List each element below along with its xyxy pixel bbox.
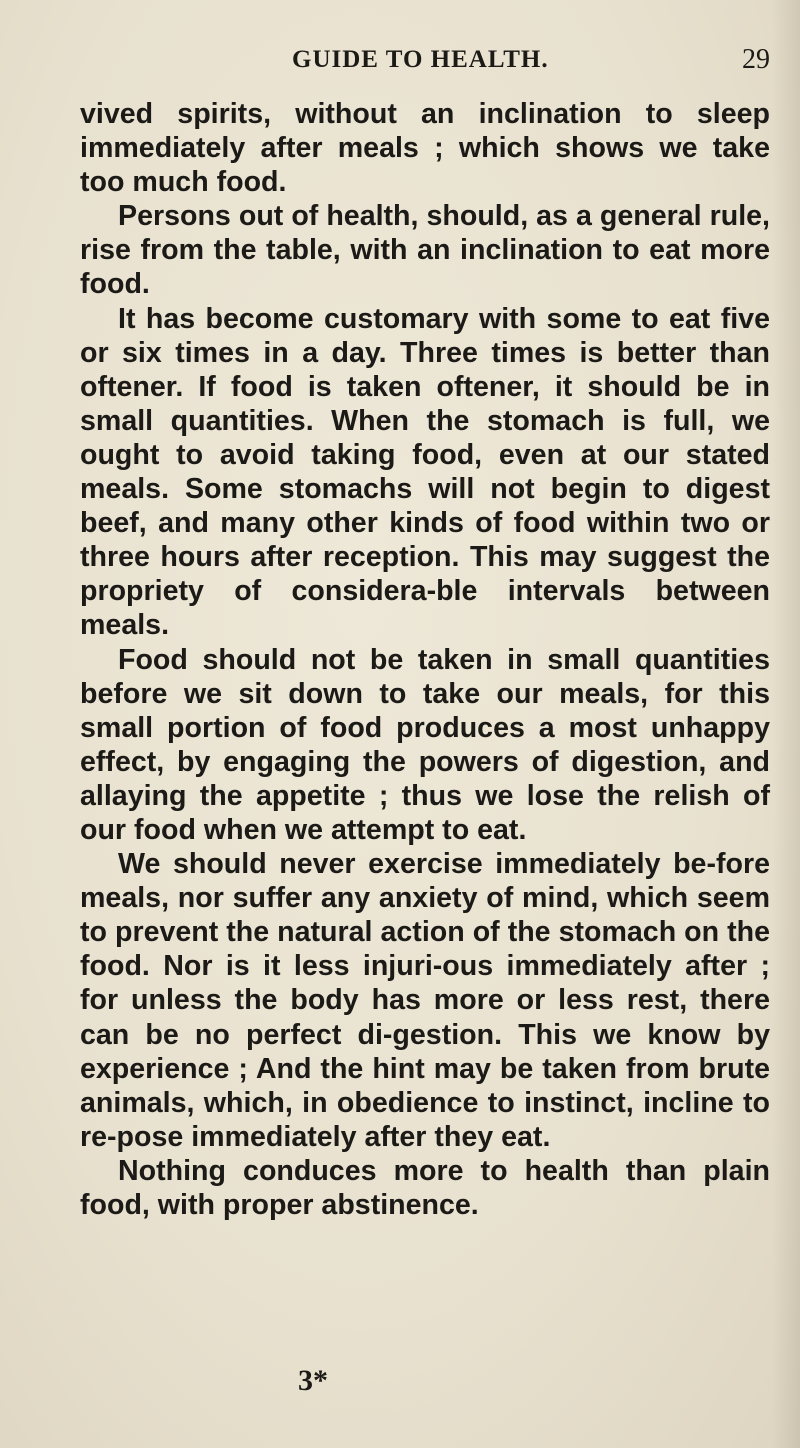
paragraph: Food should not be taken in small quantities before we sit down to take our meals, for this small portion of food produces a most unhappy effect, by engaging the powers of digestion, and allaying the appetite ; thus we lose the relish of our food when we attempt to eat. [80, 643, 770, 846]
page-edge-shadow [772, 0, 800, 1448]
running-title: GUIDE TO HEALTH. [292, 46, 549, 73]
paragraph-continued: vived spirits, without an inclination to sleep immediately after meals ; which shows we take too much food. [80, 98, 770, 199]
page-number: 29 [742, 44, 770, 75]
paragraph: Nothing conduces more to health than plain food, with proper abstinence. [80, 1154, 770, 1221]
paragraph: We should never exercise immediately be-fore meals, nor suffer any anxiety of mind, which seem to prevent the natural action of the stomach on the food. Nor is it less injuri-ous immediately after ; for unless the body has more or less rest, there can be no perfect di-gestion. This we know by experience ; And the hint may be taken from brute animals, which, in obedience to instinct, incline to re-pose immediately after they eat. [80, 848, 770, 1153]
running-head [80, 46, 770, 82]
body-text [80, 97, 770, 1222]
paragraph: Persons out of health, should, as a general rule, rise from the table, with an inclination to eat more food. [80, 200, 770, 301]
paragraph: It has become customary with some to eat five or six times in a day. Three times is better than oftener. If food is taken oftener, it should be in small quantities. When the stomach is full, we ought to avoid taking food, even at our stated meals. Some stomachs will not begin to digest beef, and many other kinds of food within two or three hours after reception. This may suggest the propriety of considera-ble intervals between meals. [80, 302, 770, 642]
signature-mark: 3* [298, 1364, 328, 1397]
